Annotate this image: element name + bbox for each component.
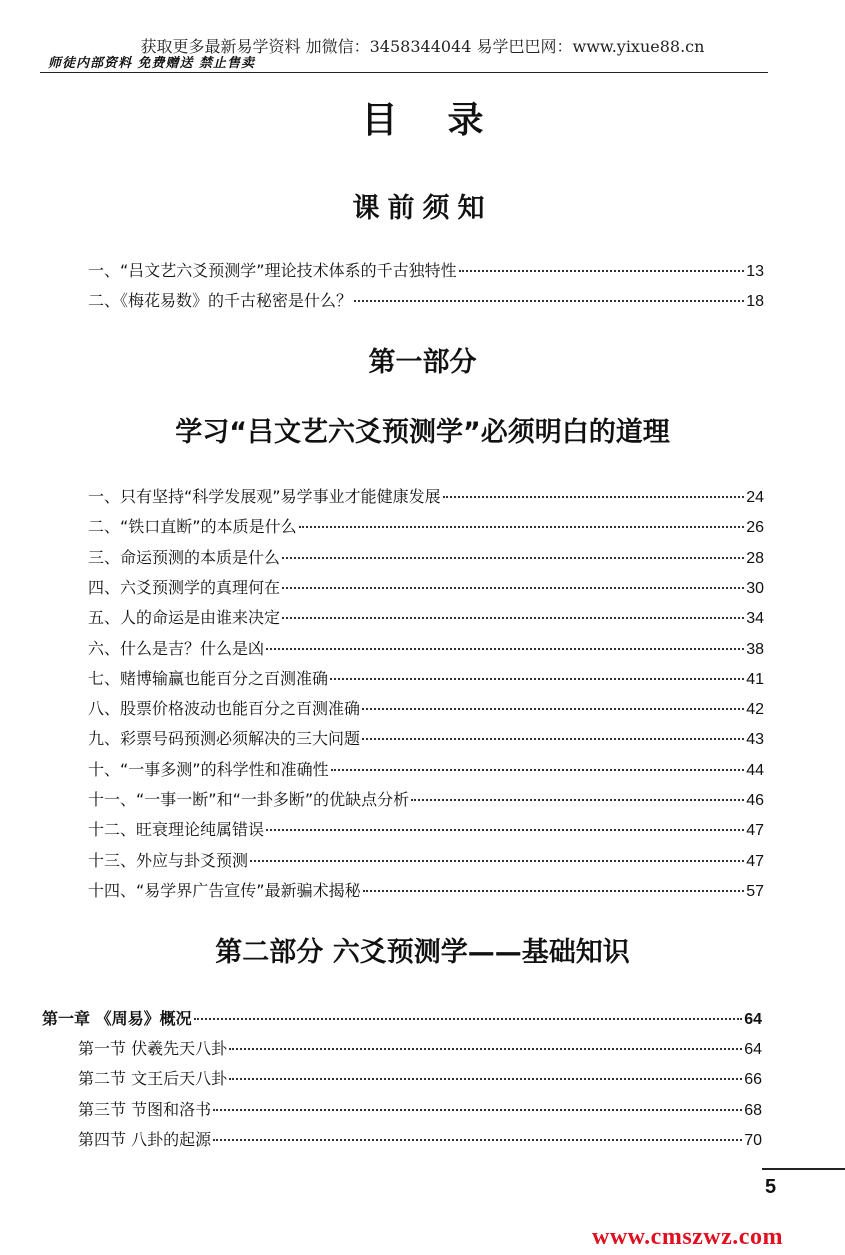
toc-entry-page: 70	[744, 1131, 762, 1149]
dot-leader	[354, 300, 744, 302]
toc-entry-page: 41	[746, 670, 764, 688]
toc-entry[interactable]	[78, 1036, 762, 1059]
part2-heading: 第二部分 六爻预测学——基础知识	[215, 937, 630, 968]
toc-entry-label: 十四、“易学界广告宣传”最新骗术揭秘	[88, 880, 361, 900]
toc-entry[interactable]	[78, 1127, 762, 1150]
toc-entry-label: 八、股票价格波动也能百分之百测准确	[88, 699, 361, 719]
toc-entry[interactable]	[78, 1097, 762, 1120]
toc-entry-label: 第一节 伏羲先天八卦	[78, 1039, 228, 1058]
toc-entry-page: 18	[746, 293, 764, 310]
toc-entry-label: 第四节 八卦的起源	[78, 1129, 212, 1149]
toc-entry[interactable]	[88, 787, 764, 810]
dot-leader	[443, 496, 745, 498]
dot-leader	[266, 648, 744, 650]
toc-entry-label: 六、什么是吉？什么是凶	[88, 638, 265, 658]
dot-leader	[362, 708, 744, 710]
toc-entry[interactable]	[88, 817, 764, 840]
toc-entry-label: 五、人的命运是由谁来决定	[88, 608, 281, 628]
dot-leader	[266, 829, 744, 831]
toc-entry-label: 九、彩票号码预测必须解决的三大问题	[88, 729, 361, 749]
toc-entry-page: 13	[746, 263, 764, 280]
dot-leader	[459, 270, 745, 272]
part1-heading: 第一部分	[368, 347, 477, 378]
dot-leader	[411, 799, 744, 801]
toc-entry-page: 47	[746, 852, 764, 870]
page-number-divider	[762, 1168, 845, 1170]
chapter-entry[interactable]	[42, 1006, 762, 1029]
dot-leader	[282, 587, 744, 589]
toc-entry-page: 57	[746, 882, 764, 900]
toc-entry-label: 第二节 文王后天八卦	[78, 1069, 228, 1089]
toc-entry[interactable]	[88, 288, 764, 311]
dot-leader	[282, 617, 744, 619]
part1-subheading: 学习“吕文艺六爻预测学”必须明白的道理	[175, 417, 670, 448]
dot-leader	[330, 678, 744, 680]
toc-entry[interactable]	[88, 696, 764, 719]
toc-entry[interactable]	[88, 258, 764, 281]
toc-entry-page: 28	[746, 549, 764, 567]
toc-entry-page: 43	[746, 731, 764, 749]
toc-entry-page: 68	[744, 1101, 762, 1119]
toc-entry-page: 24	[746, 489, 764, 506]
toc-entry-page: 44	[746, 761, 764, 779]
watermark: www.cmszwz.com	[592, 1224, 783, 1250]
toc-entry-page: 66	[744, 1071, 762, 1089]
dot-leader	[194, 1018, 743, 1020]
toc-entry-page: 47	[746, 822, 764, 840]
toc-entry-label: 二、“铁口直断”的本质是什么	[88, 517, 297, 537]
toc-entry[interactable]	[78, 1066, 762, 1089]
dot-leader	[213, 1139, 742, 1141]
page-number: 5	[765, 1176, 777, 1198]
toc-entry-label: 第一章 《周易》概况	[42, 1009, 192, 1028]
preface-heading: 课前须知	[352, 193, 493, 224]
dot-leader	[229, 1078, 742, 1080]
toc-entry-page: 42	[746, 701, 764, 719]
header-divider	[40, 72, 768, 73]
toc-entry[interactable]	[88, 636, 764, 659]
header-notice: 获取更多最新易学资料 加微信：3458344044 易学巴巴网：www.yixue88.cn	[140, 37, 705, 56]
toc-entry-label: 十、“一事多测”的科学性和准确性	[88, 759, 329, 779]
toc-entry[interactable]	[88, 666, 764, 689]
toc-entry-page: 34	[746, 610, 764, 628]
dot-leader	[229, 1048, 742, 1050]
toc-entry-label: 七、赌博输赢也能百分之百测准确	[88, 668, 329, 688]
toc-entry-label: 第三节 节图和洛书	[78, 1099, 212, 1119]
toc-entry[interactable]	[88, 484, 764, 507]
toc-entry-page: 26	[746, 519, 764, 537]
dot-leader	[250, 860, 744, 862]
toc-entry-page: 64	[744, 1041, 762, 1058]
toc-entry-label: 二、《梅花易数》的千古秘密是什么？	[88, 291, 353, 310]
dot-leader	[363, 890, 745, 892]
toc-entry-label: 十三、外应与卦爻预测	[88, 850, 249, 870]
toc-entry-label: 三、命运预测的本质是什么	[88, 547, 281, 567]
toc-entry-page: 38	[746, 640, 764, 658]
page-title: 目录	[361, 100, 534, 141]
dot-leader	[299, 526, 745, 528]
toc-entry[interactable]	[88, 575, 764, 598]
toc-entry[interactable]	[88, 545, 764, 568]
header-tagline: 师徒内部资料 免费赠送 禁止售卖	[48, 56, 256, 71]
toc-entry[interactable]	[88, 726, 764, 749]
dot-leader	[282, 557, 744, 559]
toc-entry[interactable]	[88, 757, 764, 780]
toc-entry-page: 30	[746, 579, 764, 597]
toc-entry[interactable]	[88, 605, 764, 628]
toc-entry-label: 一、“吕文艺六爻预测学”理论技术体系的千古独特性	[88, 261, 457, 280]
toc-entry-label: 四、六爻预测学的真理何在	[88, 577, 281, 597]
dot-leader	[362, 738, 744, 740]
toc-entry[interactable]	[88, 878, 764, 901]
toc-entry[interactable]	[88, 848, 764, 871]
toc-entry[interactable]	[88, 514, 764, 537]
toc-entry-page: 46	[746, 792, 764, 809]
toc-entry-label: 十一、“一事一断”和“一卦多断”的优缺点分析	[88, 790, 410, 809]
toc-entry-label: 一、只有坚持“科学发展观”易学事业才能健康发展	[88, 487, 441, 506]
dot-leader	[331, 769, 745, 771]
dot-leader	[213, 1109, 742, 1111]
toc-entry-label: 十二、旺衰理论纯属错误	[88, 820, 265, 840]
toc-entry-page: 64	[744, 1011, 762, 1028]
